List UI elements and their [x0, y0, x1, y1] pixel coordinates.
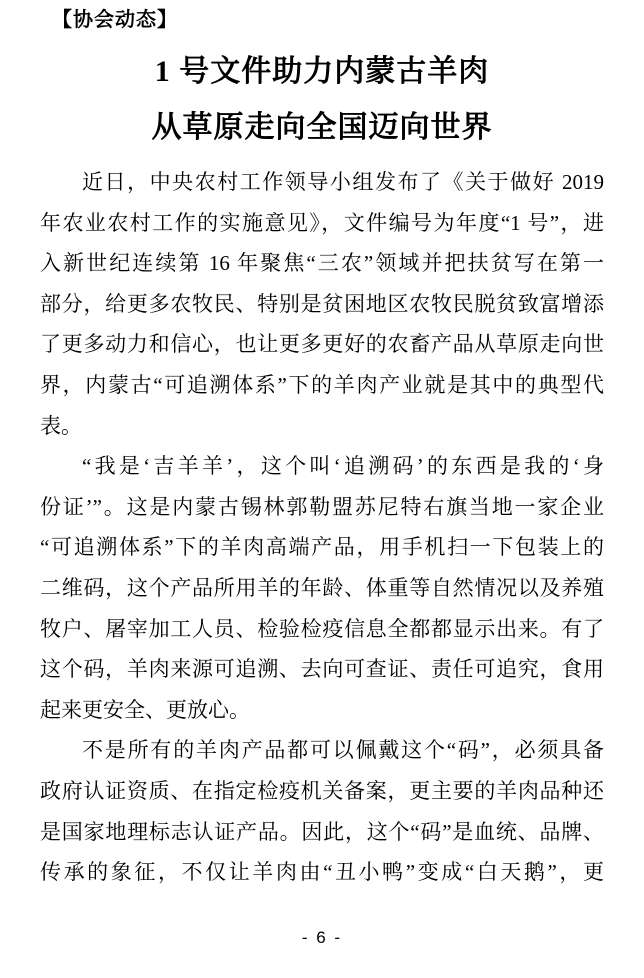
- paragraph-1-line-1: 近日，中央农村工作领导小组发布了《关于做好 2019: [82, 170, 604, 194]
- paragraph-2-line-3: “可追溯体系”下的羊肉高端产品，用手机扫一下包装上的: [40, 535, 604, 560]
- paragraph-2-line-5: 牧户、屠宰加工人员、检验检疫信息全都都显示出来。有了: [40, 616, 604, 641]
- paragraph-2-line-1: “我是‘吉羊羊’，这个叫‘追溯码’的东西是我的‘身: [82, 454, 604, 479]
- paragraph-1-line-2: 年农业农村工作的实施意见》，文件编号为年度“1 号”，进: [40, 210, 604, 235]
- paragraph-2-line-6: 这个码，羊肉来源可追溯、去向可查证、责任可追究，食用: [40, 657, 604, 682]
- paragraph-3-line-3: 是国家地理标志认证产品。因此，这个“码”是血统、品牌、: [40, 819, 604, 844]
- article-title-line-2: 从草原走向全国迈向世界: [151, 111, 493, 144]
- section-tag: 【协会动态】: [52, 9, 178, 31]
- paragraph-3-line-1: 不是所有的羊肉产品都可以佩戴这个“码”，必须具备: [82, 738, 604, 763]
- page-number: - 6 -: [301, 928, 343, 947]
- paragraph-1: [40, 162, 604, 446]
- paragraph-2: [40, 446, 604, 730]
- paragraph-2-line-2: 份证’”。这是内蒙古锡林郭勒盟苏尼特右旗当地一家企业: [40, 494, 604, 519]
- paragraph-1-line-7: 表。: [40, 413, 82, 438]
- paragraph-1-line-4: 部分，给更多农牧民、特别是贫困地区农牧民脱贫致富增添: [40, 291, 604, 316]
- article-body: [40, 162, 604, 893]
- paragraph-1-line-5: 了更多动力和信心，也让更多更好的农畜产品从草原走向世: [40, 332, 604, 357]
- paragraph-3-line-2: 政府认证资质、在指定检疫机关备案，更主要的羊肉品种还: [40, 778, 604, 803]
- paragraph-3-line-4: 传承的象征，不仅让羊肉由“丑小鸭”变成“白天鹅”，更: [40, 860, 604, 885]
- paragraph-3: [40, 730, 604, 892]
- paragraph-1-line-3: 入新世纪连续第 16 年聚焦“三农”领域并把扶贫写在第一: [40, 251, 604, 276]
- paragraph-1-line-6: 界，内蒙古“可追溯体系”下的羊肉产业就是其中的典型代: [40, 372, 604, 397]
- paragraph-2-line-7: 起来更安全、更放心。: [40, 697, 250, 722]
- paragraph-2-line-4: 二维码，这个产品所用羊的年龄、体重等自然情况以及养殖: [40, 575, 604, 600]
- article-title: [0, 44, 644, 156]
- article-title-line-1: 1 号文件助力内蒙古羊肉: [154, 55, 490, 88]
